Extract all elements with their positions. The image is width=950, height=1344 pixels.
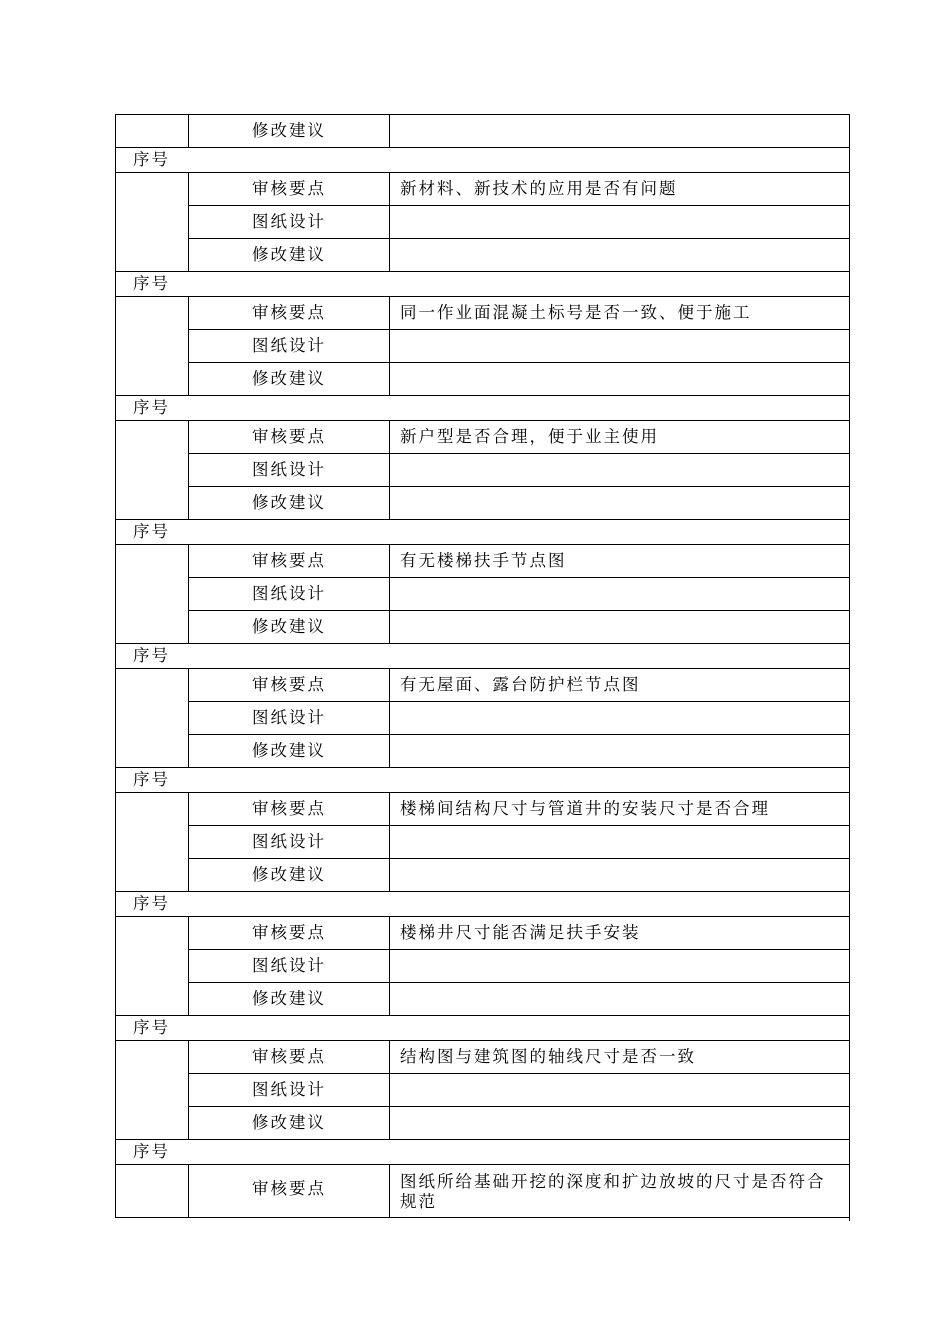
design-row [116, 206, 850, 239]
suggestion-value[interactable] [390, 487, 850, 520]
seq-row [116, 1016, 850, 1041]
suggestion-value[interactable] [390, 115, 850, 148]
review-point-row [116, 297, 850, 330]
suggestion-value[interactable] [390, 239, 850, 272]
design-row [116, 578, 850, 611]
seq-number-cell [116, 669, 189, 768]
review-point-text: 结构图与建筑图的轴线尺寸是否一致 [390, 1041, 850, 1074]
review-point-row [116, 917, 850, 950]
review-point-label: 审核要点 [189, 297, 390, 330]
seq-number-cell [116, 421, 189, 520]
suggestion-row [116, 115, 850, 148]
seq-row [116, 272, 850, 297]
seq-number-cell [116, 545, 189, 644]
design-value[interactable] [390, 330, 850, 363]
seq-row [116, 520, 850, 545]
design-label: 图纸设计 [189, 454, 390, 487]
design-label: 图纸设计 [189, 330, 390, 363]
seq-number-cell [116, 173, 189, 272]
seq-number-cell [116, 1165, 189, 1218]
review-point-label: 审核要点 [189, 793, 390, 826]
review-point-text: 新材料、新技术的应用是否有问题 [390, 173, 850, 206]
design-row [116, 454, 850, 487]
seq-label: 序号 [116, 520, 850, 545]
suggestion-label: 修改建议 [189, 115, 390, 148]
suggestion-value[interactable] [390, 983, 850, 1016]
suggestion-row [116, 1107, 850, 1140]
design-label: 图纸设计 [189, 1074, 390, 1107]
design-value[interactable] [390, 206, 850, 239]
review-point-row [116, 669, 850, 702]
review-point-label: 审核要点 [189, 1041, 390, 1074]
review-point-label: 审核要点 [189, 669, 390, 702]
design-row [116, 330, 850, 363]
review-sheet [115, 114, 850, 1218]
suggestion-row [116, 487, 850, 520]
seq-row [116, 1140, 850, 1165]
review-point-text: 楼梯间结构尺寸与管道井的安装尺寸是否合理 [390, 793, 850, 826]
review-point-row [116, 545, 850, 578]
seq-number-cell [116, 917, 189, 1016]
seq-label: 序号 [116, 396, 850, 421]
review-table [115, 114, 850, 1218]
suggestion-label: 修改建议 [189, 983, 390, 1016]
review-point-text: 同一作业面混凝土标号是否一致、便于施工 [390, 297, 850, 330]
review-point-row [116, 421, 850, 454]
seq-row [116, 768, 850, 793]
suggestion-label: 修改建议 [189, 1107, 390, 1140]
review-point-row [116, 173, 850, 206]
seq-label: 序号 [116, 1016, 850, 1041]
seq-row [116, 644, 850, 669]
suggestion-label: 修改建议 [189, 611, 390, 644]
design-row [116, 950, 850, 983]
suggestion-value[interactable] [390, 735, 850, 768]
table-right-edge [849, 114, 850, 1221]
suggestion-row [116, 859, 850, 892]
review-point-text: 有无屋面、露台防护栏节点图 [390, 669, 850, 702]
seq-label: 序号 [116, 768, 850, 793]
suggestion-label: 修改建议 [189, 239, 390, 272]
blank-cell [116, 115, 189, 148]
review-table-body [116, 115, 850, 1218]
seq-label: 序号 [116, 1140, 850, 1165]
design-value[interactable] [390, 702, 850, 735]
design-row [116, 702, 850, 735]
suggestion-value[interactable] [390, 611, 850, 644]
suggestion-row [116, 611, 850, 644]
design-label: 图纸设计 [189, 826, 390, 859]
suggestion-row [116, 239, 850, 272]
design-value[interactable] [390, 826, 850, 859]
design-row [116, 826, 850, 859]
suggestion-label: 修改建议 [189, 487, 390, 520]
review-point-text: 有无楼梯扶手节点图 [390, 545, 850, 578]
design-label: 图纸设计 [189, 578, 390, 611]
suggestion-value[interactable] [390, 363, 850, 396]
review-point-label: 审核要点 [189, 173, 390, 206]
review-point-row [116, 1165, 850, 1218]
suggestion-label: 修改建议 [189, 859, 390, 892]
review-point-text: 图纸所给基础开挖的深度和扩边放坡的尺寸是否符合规范 [390, 1165, 850, 1218]
seq-row [116, 892, 850, 917]
review-point-text: 楼梯井尺寸能否满足扶手安装 [390, 917, 850, 950]
design-value[interactable] [390, 1074, 850, 1107]
suggestion-row [116, 363, 850, 396]
suggestion-value[interactable] [390, 859, 850, 892]
seq-row [116, 396, 850, 421]
suggestion-value[interactable] [390, 1107, 850, 1140]
suggestion-row [116, 735, 850, 768]
seq-label: 序号 [116, 644, 850, 669]
seq-label: 序号 [116, 892, 850, 917]
seq-label: 序号 [116, 148, 850, 173]
suggestion-row [116, 983, 850, 1016]
review-point-label: 审核要点 [189, 1165, 390, 1218]
review-point-row [116, 1041, 850, 1074]
design-row [116, 1074, 850, 1107]
design-value[interactable] [390, 578, 850, 611]
suggestion-label: 修改建议 [189, 363, 390, 396]
design-value[interactable] [390, 454, 850, 487]
design-label: 图纸设计 [189, 206, 390, 239]
seq-number-cell [116, 1041, 189, 1140]
design-value[interactable] [390, 950, 850, 983]
seq-number-cell [116, 793, 189, 892]
review-point-text: 新户型是否合理，便于业主使用 [390, 421, 850, 454]
seq-row [116, 148, 850, 173]
review-point-label: 审核要点 [189, 421, 390, 454]
seq-number-cell [116, 297, 189, 396]
review-point-label: 审核要点 [189, 917, 390, 950]
review-point-row [116, 793, 850, 826]
design-label: 图纸设计 [189, 950, 390, 983]
review-point-label: 审核要点 [189, 545, 390, 578]
seq-label: 序号 [116, 272, 850, 297]
suggestion-label: 修改建议 [189, 735, 390, 768]
design-label: 图纸设计 [189, 702, 390, 735]
